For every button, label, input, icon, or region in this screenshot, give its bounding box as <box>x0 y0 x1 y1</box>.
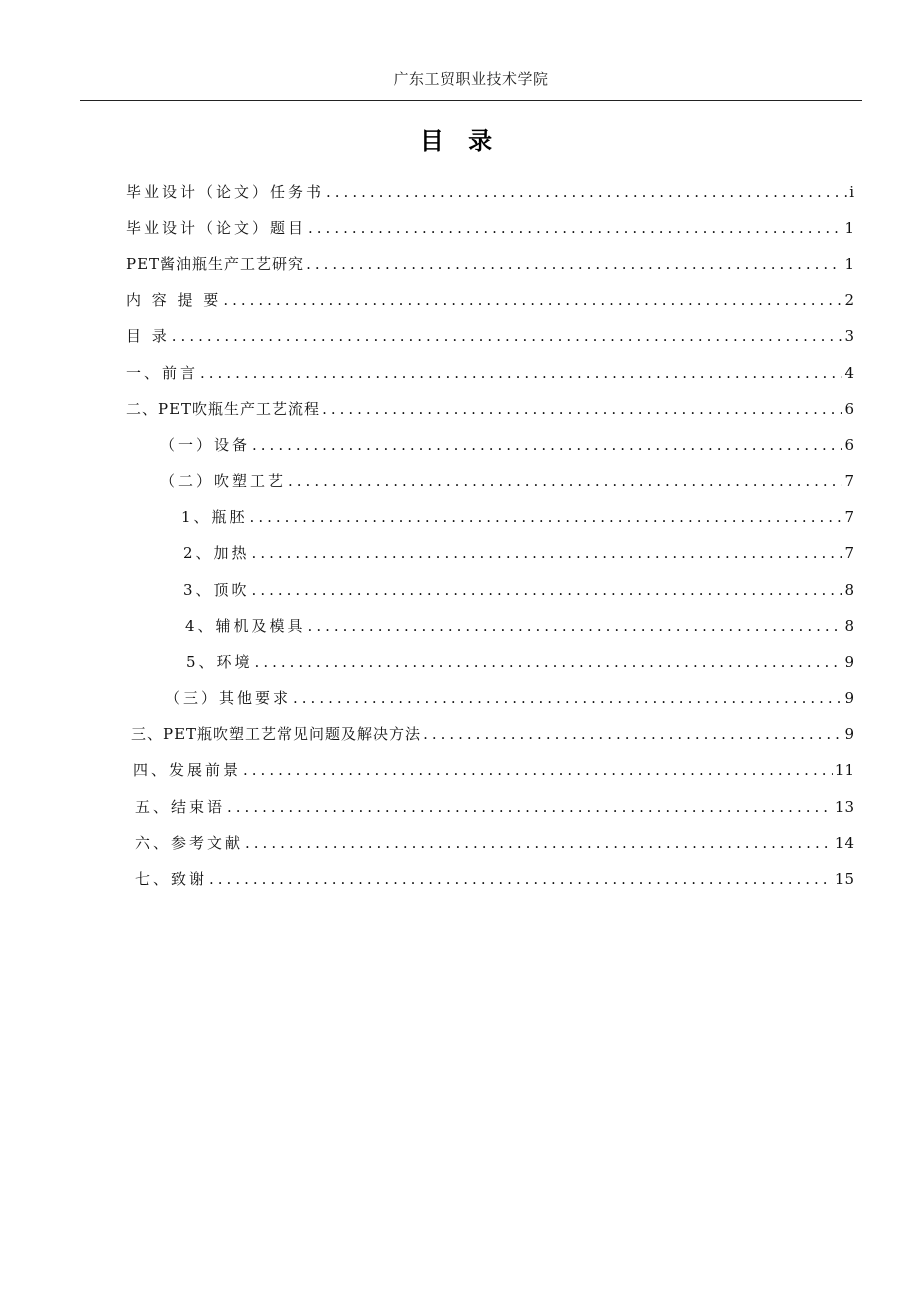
toc-entry-blow-molding[interactable] <box>160 469 854 493</box>
toc-leader-dots <box>288 469 842 493</box>
toc-entry-label: 七、致谢 <box>135 870 208 888</box>
toc-leader-dots <box>243 758 833 782</box>
toc-leader-dots <box>308 216 842 240</box>
toc-entry-page: i <box>849 183 854 201</box>
toc-leader-dots <box>308 614 843 638</box>
toc-entry-page: 9 <box>844 689 854 707</box>
toc-entry-preform[interactable] <box>181 505 854 529</box>
toc-entry-label: 目 录 <box>126 327 170 345</box>
toc-entry-label: 一、前言 <box>126 364 199 382</box>
toc-entry-top-blowing[interactable] <box>183 578 854 602</box>
toc-entry-common-problems[interactable] <box>131 722 854 746</box>
toc-entry-heating[interactable] <box>183 541 854 565</box>
toc-leader-dots <box>306 252 842 276</box>
toc-leader-dots <box>293 686 842 710</box>
toc-entry-label: 毕业设计（论文）题目 <box>126 219 307 237</box>
toc-entry-label: 内 容 提 要 <box>126 291 222 309</box>
toc-entry-page: 13 <box>834 798 854 816</box>
toc-entry-references[interactable] <box>135 831 854 855</box>
toc-entry-pet-research[interactable] <box>126 252 854 276</box>
toc-leader-dots <box>252 433 842 457</box>
toc-entry-other-requirements[interactable] <box>165 686 854 710</box>
toc-leader-dots <box>255 650 843 674</box>
toc-entry-label: PET酱油瓶生产工艺研究 <box>126 255 305 273</box>
page-title: 目 录 <box>419 127 501 155</box>
toc-entry-page: 6 <box>844 400 854 418</box>
toc-entry-contents[interactable] <box>126 324 854 348</box>
toc-entry-conclusion[interactable] <box>135 795 854 819</box>
toc-entry-prospects[interactable] <box>133 758 854 782</box>
toc-entry-label: （三）其他要求 <box>165 689 292 707</box>
toc-leader-dots <box>326 180 847 204</box>
toc-entry-page: 1 <box>844 219 854 237</box>
toc-entry-label: 毕业设计（论文）任务书 <box>126 183 325 201</box>
toc-entry-page: 7 <box>844 508 854 526</box>
toc-entry-label: 2、加热 <box>183 544 250 562</box>
toc-leader-dots <box>200 361 842 385</box>
toc-entry-page: 7 <box>844 472 854 490</box>
toc-leader-dots <box>209 867 833 891</box>
toc-entry-auxiliary-molds[interactable] <box>185 614 854 638</box>
toc-entry-label: （二）吹塑工艺 <box>160 472 287 490</box>
toc-entry-label: （一）设备 <box>160 436 251 454</box>
toc-entry-label: 二、PET吹瓶生产工艺流程 <box>126 400 321 418</box>
institution-name: 广东工贸职业技术学院 <box>393 70 549 88</box>
toc-entry-label: 三、PET瓶吹塑工艺常见问题及解决方法 <box>131 725 422 743</box>
toc-leader-dots <box>252 541 843 565</box>
toc-entry-label: 五、结束语 <box>135 798 226 816</box>
toc-leader-dots <box>322 397 842 421</box>
toc-entry-label: 四、发展前景 <box>133 761 242 779</box>
toc-leader-dots <box>223 288 842 312</box>
toc-entry-preface[interactable] <box>126 361 854 385</box>
toc-entry-thesis-title[interactable] <box>126 216 854 240</box>
toc-entry-label: 1、瓶胚 <box>181 508 248 526</box>
toc-entry-abstract[interactable] <box>126 288 854 312</box>
toc-entry-label: 3、顶吹 <box>183 581 250 599</box>
toc-entry-label: 4、辅机及模具 <box>185 617 306 635</box>
toc-entry-page: 1 <box>844 255 854 273</box>
toc-leader-dots <box>423 722 842 746</box>
toc-entry-task-book[interactable] <box>126 180 854 204</box>
toc-entry-page: 8 <box>844 581 854 599</box>
toc-entry-label: 5、环境 <box>186 653 253 671</box>
toc-leader-dots <box>227 795 833 819</box>
toc-entry-process-flow[interactable] <box>126 397 854 421</box>
toc-entry-page: 11 <box>834 761 854 779</box>
toc-entry-page: 2 <box>844 291 854 309</box>
toc-entry-page: 6 <box>844 436 854 454</box>
toc-entry-label: 六、参考文献 <box>135 834 244 852</box>
toc-leader-dots <box>172 324 843 348</box>
toc-entry-page: 9 <box>844 653 854 671</box>
toc-leader-dots <box>250 505 843 529</box>
toc-entry-page: 15 <box>834 870 854 888</box>
toc-entry-page: 14 <box>834 834 854 852</box>
toc-entry-page: 3 <box>844 327 854 345</box>
toc-leader-dots <box>245 831 833 855</box>
toc-leader-dots <box>252 578 843 602</box>
toc-entry-page: 8 <box>844 617 854 635</box>
toc-entry-page: 7 <box>844 544 854 562</box>
toc-entry-acknowledgements[interactable] <box>135 867 854 891</box>
toc-entry-page: 9 <box>844 725 854 743</box>
toc-entry-environment[interactable] <box>186 650 854 674</box>
toc-entry-equipment[interactable] <box>160 433 854 457</box>
toc-entry-page: 4 <box>844 364 854 382</box>
